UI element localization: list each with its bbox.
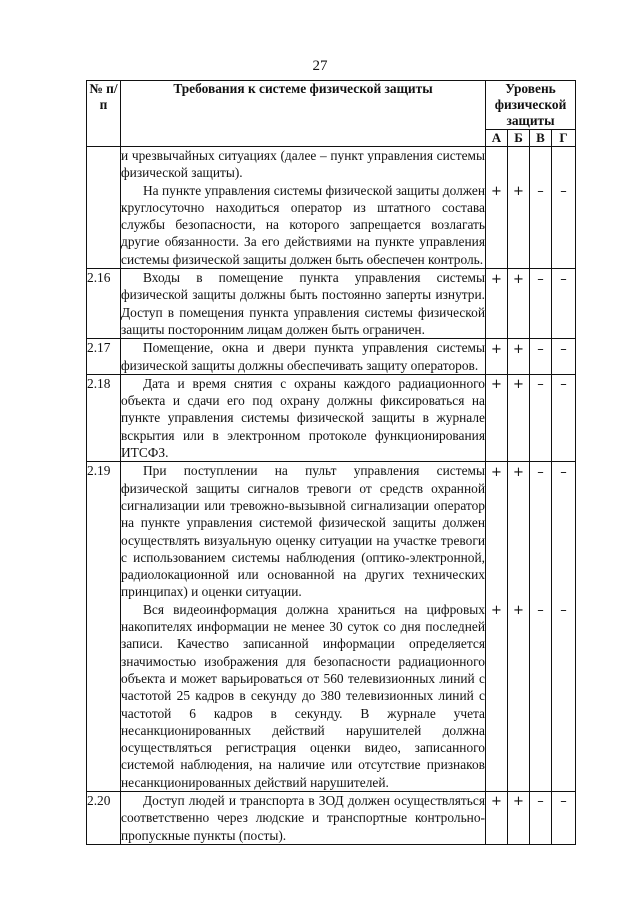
requirement-paragraph: На пункте управления системы физической защиты должен круглосуточно находиться оператор из штатного состава службы безопасности, на которого запрещается возлагать другие обязанности. За его действиями на пункте управления системы физической защиты должен быть обеспечен контроль. — [121, 182, 485, 267]
level-mark: – — [560, 271, 567, 287]
level-mark: + — [513, 603, 524, 619]
requirement-paragraph: Вся видеоинформация должна храниться на цифровых накопителях информации не менее 30 суток со дня последней записи. Качество записанной информации определяется значимостью изображения для безопасности радиационного объекта и может варьироваться от 560 телевизионных линий с частотой 25 кадров в секунду до 380 телевизионных линий с частотой 6 кадров в секунду. В журнале учета несанкционированных действий нарушителей должна осуществляться регистрация оценки видео, записанного системой наблюдения, на наличие или отсутствие признаков несанкционированных действий нарушителей. — [121, 601, 485, 790]
level-mark: – — [537, 603, 544, 619]
level-mark: + — [491, 603, 502, 619]
level-mark: + — [491, 377, 502, 393]
row-number — [87, 147, 121, 269]
level-mark-cell — [508, 462, 530, 792]
level-mark-cell — [508, 269, 530, 339]
table-row — [87, 791, 576, 844]
requirement-text — [121, 791, 486, 844]
requirement-paragraph: Входы в помещение пункта управления системы физической защиты должны быть постоянно заперты изнутри. Доступ в помещения пункта управления системы физической защиты посторонним лицам должен быть ограничен. — [121, 270, 485, 337]
level-mark: – — [560, 341, 567, 357]
level-mark: + — [513, 271, 524, 287]
level-mark-cell — [552, 791, 576, 844]
level-mark-cell — [486, 269, 508, 339]
level-mark-cell — [486, 339, 508, 375]
level-mark: – — [537, 464, 544, 480]
level-mark-cell — [552, 147, 576, 269]
requirement-text — [121, 147, 486, 269]
requirement-paragraph: Помещение, окна и двери пункта управления системы физической защиты должны обеспечивать защиту операторов. — [121, 340, 485, 373]
level-mark: – — [537, 271, 544, 287]
level-mark-cell — [530, 374, 552, 461]
requirement-text — [121, 339, 486, 375]
requirement-text — [121, 462, 486, 792]
level-mark-cell — [486, 147, 508, 269]
level-mark-cell — [508, 147, 530, 269]
table-row — [87, 374, 576, 461]
level-mark-cell — [486, 374, 508, 461]
row-number: 2.18 — [87, 374, 121, 461]
level-mark: – — [560, 603, 567, 619]
level-mark-cell — [486, 791, 508, 844]
row-number: 2.17 — [87, 339, 121, 375]
header-level-g: Г — [552, 130, 576, 147]
level-mark: – — [537, 377, 544, 393]
level-mark-cell — [530, 147, 552, 269]
level-mark: + — [513, 794, 524, 810]
header-level-v: В — [530, 130, 552, 147]
header-level-a: А — [486, 130, 508, 147]
level-mark: + — [491, 794, 502, 810]
level-mark: – — [537, 341, 544, 357]
level-mark-cell — [530, 791, 552, 844]
level-mark: + — [513, 341, 524, 357]
requirement-paragraph: Доступ людей и транспорта в ЗОД должен осуществляться соответственно через людские и транспортные контрольно-пропускные пункты (посты). — [121, 792, 485, 843]
table-row — [87, 269, 576, 339]
level-mark: – — [560, 184, 567, 200]
level-mark-cell — [552, 462, 576, 792]
header-requirements: Требования к системе физической защиты — [121, 81, 486, 147]
level-mark: + — [491, 184, 502, 200]
level-mark: + — [513, 464, 524, 480]
level-mark-cell — [508, 374, 530, 461]
level-mark-cell — [552, 339, 576, 375]
header-protection-level: Уровень физической защиты — [486, 81, 576, 130]
header-number: № п/п — [87, 81, 121, 147]
level-mark: – — [560, 794, 567, 810]
level-mark-cell — [530, 339, 552, 375]
level-mark: + — [491, 464, 502, 480]
level-mark: + — [513, 184, 524, 200]
level-mark-cell — [530, 269, 552, 339]
row-number: 2.16 — [87, 269, 121, 339]
level-mark: + — [513, 377, 524, 393]
table-row — [87, 147, 576, 269]
level-mark: – — [560, 464, 567, 480]
level-mark-cell — [552, 374, 576, 461]
row-number: 2.19 — [87, 462, 121, 792]
requirements-table — [86, 80, 576, 845]
requirement-paragraph: При поступлении на пульт управления системы физической защиты сигналов тревоги от средств охранной сигнализации или тревожно-вызывной сигнализации оператор на пункте управления системой физической защиты должен осуществлять визуальную оценку ситуации на участке тревоги с использованием системы наблюдения (оптико-электронной, радиолокационной или основанной на других технических принципах) и оценки ситуации. — [121, 463, 485, 600]
requirement-paragraph: Дата и время снятия с охраны каждого радиационного объекта и сдачи его под охрану должны фиксироваться на пункте управления системы физической защиты в журнале вскрытия или в электронном протоколе функционирования ИТСФЗ. — [121, 375, 485, 461]
level-mark: – — [537, 794, 544, 810]
level-mark: + — [491, 271, 502, 287]
level-mark-cell — [486, 462, 508, 792]
requirement-paragraph: и чрезвычайных ситуациях (далее – пункт управления системы физической защиты). — [121, 148, 485, 181]
level-mark-cell — [508, 339, 530, 375]
table-row — [87, 339, 576, 375]
level-mark-cell — [530, 462, 552, 792]
level-mark: – — [560, 377, 567, 393]
level-mark: + — [491, 341, 502, 357]
level-mark-cell — [552, 269, 576, 339]
row-number: 2.20 — [87, 791, 121, 844]
header-level-b: Б — [508, 130, 530, 147]
requirement-text — [121, 374, 486, 461]
requirement-text — [121, 269, 486, 339]
level-mark-cell — [508, 791, 530, 844]
level-mark: – — [537, 184, 544, 200]
table-row — [87, 462, 576, 792]
table-body — [87, 147, 576, 845]
page-number: 27 — [312, 58, 328, 74]
